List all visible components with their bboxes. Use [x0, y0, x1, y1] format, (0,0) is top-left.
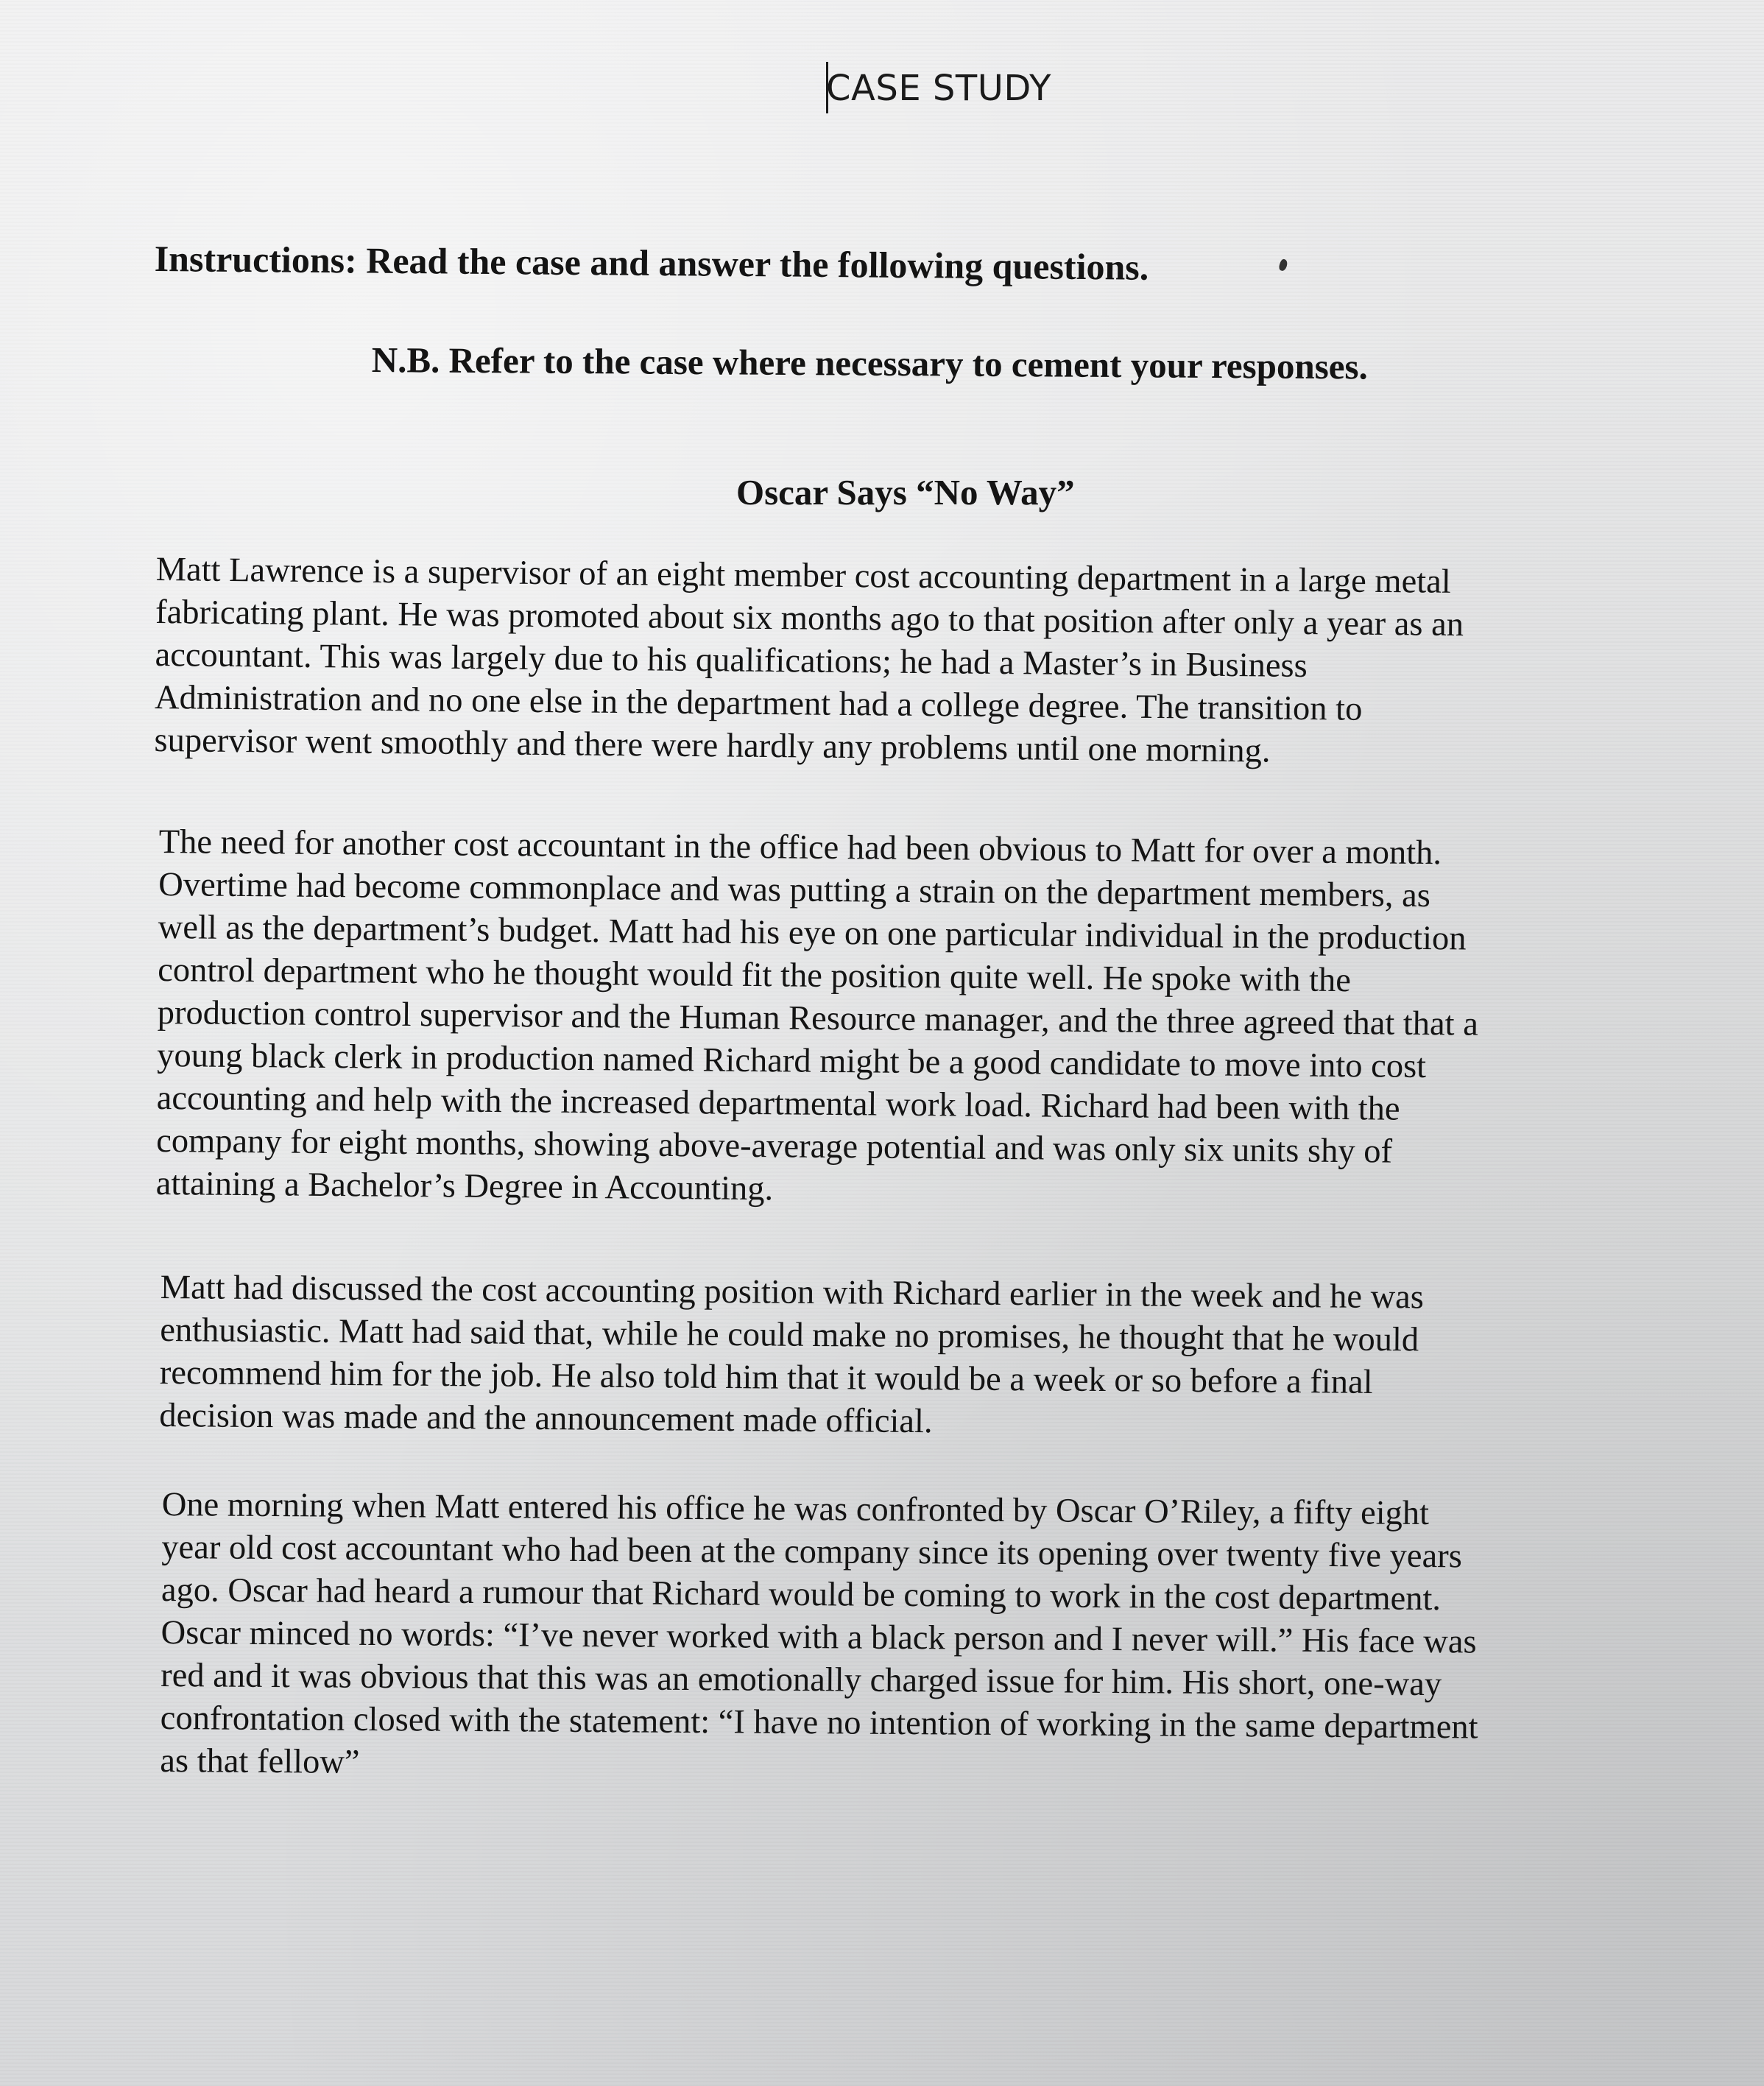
paragraph-1 — [154, 549, 1464, 775]
paragraph-line: control department who he thought would fit the position quite well. He spoke with the — [158, 951, 1352, 1000]
paragraph-line: Administration and no one else in the department had a college degree. The transition to — [154, 678, 1363, 728]
instructions-text: Instructions: Read the case and answer the following questions. — [154, 237, 1149, 288]
paragraph-line: The need for another cost accountant in the office had been obvious to Matt for over a month. — [158, 822, 1442, 873]
paragraph-line: as that fellow” — [160, 1741, 360, 1781]
paragraph-line: fabricating plant. He was promoted about six months ago to that position after only a year as an — [155, 593, 1464, 644]
paragraph-line: Overtime had become commonplace and was putting a strain on the department members, as — [158, 865, 1431, 915]
ink-speck — [1278, 258, 1289, 272]
paragraph-line: supervisor went smoothly and there were hardly any problems until one morning. — [154, 721, 1271, 770]
paragraph-line: confrontation closed with the statement: “I have no intention of working in the same department — [160, 1699, 1478, 1747]
paragraph-line: enthusiastic. Matt had said that, while he could make no promises, he thought that he would — [160, 1311, 1419, 1359]
paragraph-2 — [155, 821, 1480, 1217]
paragraph-line: ago. Oscar had heard a rumour that Richard would be coming to work in the cost department. — [160, 1571, 1442, 1618]
page-heading: CASE STUDY — [826, 68, 1051, 109]
paragraph-line: production control supervisor and the Human Resource manager, and the three agreed that that a — [157, 993, 1479, 1043]
paragraph-line: company for eight months, showing above-average potential and was only six units shy of — [155, 1121, 1393, 1171]
paragraph-4 — [160, 1484, 1480, 1791]
paragraph-line: accountant. This was largely due to his qualifications; he had a Master’s in Business — [155, 635, 1308, 686]
nb-note: N.B. Refer to the case where necessary to cement your responses. — [371, 339, 1369, 387]
paragraph-line: well as the department’s budget. Matt had his eye on one particular individual in the production — [158, 908, 1467, 958]
paragraph-line: accounting and help with the increased departmental work load. Richard had been with the — [156, 1079, 1400, 1128]
paragraph-line: attaining a Bachelor’s Degree in Accounting. — [155, 1164, 774, 1208]
paragraph-line: year old cost accountant who had been at the company since its opening over twenty five years — [161, 1528, 1462, 1576]
paragraph-line: One morning when Matt entered his office he was confronted by Oscar O’Riley, a fifty eight — [161, 1485, 1430, 1533]
paragraph-line: Oscar minced no words: “I’ve never worked with a black person and I never will.” His face was — [160, 1613, 1477, 1661]
paragraph-line: Matt had discussed the cost accounting position with Richard earlier in the week and he was — [160, 1268, 1425, 1317]
case-title: Oscar Says “No Way” — [736, 472, 1075, 512]
paragraph-line: red and it was obvious that this was an emotionally charged issue for him. His short, one-way — [160, 1656, 1442, 1704]
paragraph-line: decision was made and the announcement made official. — [159, 1396, 933, 1441]
paragraph-line: Matt Lawrence is a supervisor of an eight member cost accounting department in a large metal — [155, 550, 1451, 601]
paragraph-3 — [159, 1266, 1424, 1447]
paragraph-line: young black clerk in production named Richard might be a good candidate to move into cost — [156, 1036, 1427, 1086]
paragraph-line: recommend him for the job. He also told him that it would be a week or so before a final — [159, 1353, 1373, 1401]
